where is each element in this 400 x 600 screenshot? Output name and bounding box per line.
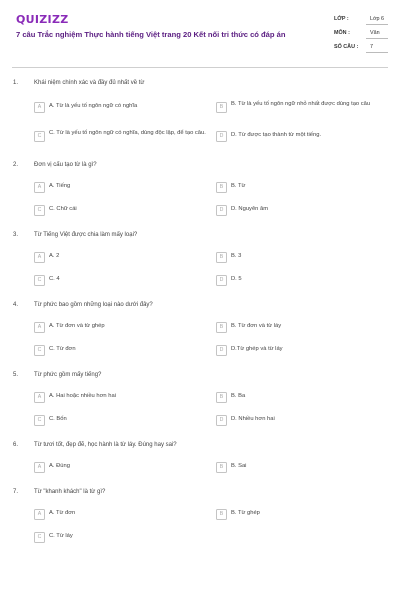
meta-label: SỐ CÂU : xyxy=(334,44,359,50)
option-letter-box: B xyxy=(216,252,227,263)
option-letter-box: A xyxy=(34,102,45,113)
option-text: C. Bốn xyxy=(49,416,67,422)
meta-label: MÔN : xyxy=(334,30,350,36)
option-letter-box: D xyxy=(216,345,227,356)
option-text: C. Từ là yếu tố ngôn ngữ có nghĩa, dùng độc lập, để tạo câu. xyxy=(49,130,206,136)
meta-value: 7 xyxy=(370,44,373,50)
option-letter-box: C xyxy=(34,275,45,286)
question-number: 6. xyxy=(13,442,19,448)
question-text: Khái niệm chính xác và đầy đủ nhất về từ xyxy=(34,80,145,86)
question-text: Từ "khanh khách" là từ gì? xyxy=(34,489,106,495)
option-letter-box: A xyxy=(34,182,45,193)
option-letter-box: C xyxy=(34,131,45,142)
meta-underline xyxy=(366,24,388,25)
option-letter-box: D xyxy=(216,131,227,142)
option-text: A. Từ là yếu tố ngôn ngữ có nghĩa xyxy=(49,103,138,109)
option-text: A. Tiếng xyxy=(49,183,71,189)
question-text: Đơn vị cấu tạo từ là gì? xyxy=(34,162,97,168)
question-text: Từ phức bao gồm những loại nào dưới đây? xyxy=(34,302,153,308)
option-letter-box: C xyxy=(34,345,45,356)
option-text: A. Đúng xyxy=(49,463,70,469)
option-letter-box: C xyxy=(34,532,45,543)
option-letter-box: B xyxy=(216,392,227,403)
option-text: D.Từ ghép và từ láy xyxy=(231,346,283,352)
option-text: B. 3 xyxy=(231,253,242,259)
option-text: C. Từ láy xyxy=(49,533,73,539)
meta-subject-row xyxy=(334,27,388,41)
option-letter-box: A xyxy=(34,509,45,520)
option-text: D. Nhiều hơn hai xyxy=(231,416,275,422)
option-letter-box: D xyxy=(216,275,227,286)
option-letter-box: B xyxy=(216,102,227,113)
option-letter-box: B xyxy=(216,509,227,520)
question-text: Từ Tiếng Việt được chia làm mấy loại? xyxy=(34,232,138,238)
question-text: Từ tươi tốt, đẹp đẽ, học hành là từ láy. Đúng hay sai? xyxy=(34,442,177,448)
option-letter-box: A xyxy=(34,392,45,403)
option-letter-box: A xyxy=(34,322,45,333)
option-text: B. Từ ghép xyxy=(231,510,260,516)
option-letter-box: D xyxy=(216,415,227,426)
header-divider xyxy=(12,67,388,68)
option-text: B. Ba xyxy=(231,393,246,399)
option-text: A. 2 xyxy=(49,253,60,259)
meta-label: LỚP : xyxy=(334,16,349,22)
option-text: B. Từ xyxy=(231,183,246,189)
option-letter-box: B xyxy=(216,182,227,193)
question-number: 7. xyxy=(13,489,19,495)
option-text: B. Sai xyxy=(231,463,247,469)
option-letter-box: B xyxy=(216,322,227,333)
option-text: D. 5 xyxy=(231,276,242,282)
option-letter-box: A xyxy=(34,462,45,473)
option-letter-box: C xyxy=(34,205,45,216)
question-number: 3. xyxy=(13,232,19,238)
option-text: A. Từ đơn và từ ghép xyxy=(49,323,105,329)
option-text: C. 4 xyxy=(49,276,60,282)
option-text: A. Hai hoặc nhiều hơn hai xyxy=(49,393,116,399)
meta-underline xyxy=(366,52,388,53)
question-number: 1. xyxy=(13,80,19,86)
question-number: 4. xyxy=(13,302,19,308)
option-text: C. Từ đơn xyxy=(49,346,76,352)
question-number: 5. xyxy=(13,372,19,378)
meta-value: Lớp 6 xyxy=(370,16,385,22)
meta-count-row xyxy=(334,41,388,55)
option-letter-box: B xyxy=(216,462,227,473)
meta-underline xyxy=(366,38,388,39)
question-text: Từ phức gồm mấy tiếng? xyxy=(34,372,102,378)
quizizz-logo: QUIZIZZ xyxy=(16,13,69,26)
option-text: D. Nguyên âm xyxy=(231,206,269,212)
option-text: A. Từ đơn xyxy=(49,510,76,516)
option-text: B. Từ là yếu tố ngôn ngữ nhỏ nhất được dùng tạo câu xyxy=(231,101,371,107)
option-letter-box: A xyxy=(34,252,45,263)
option-letter-box: D xyxy=(216,205,227,216)
option-text: B. Từ đơn và từ láy xyxy=(231,323,282,329)
question-number: 2. xyxy=(13,162,19,168)
option-text: C. Chữ cái xyxy=(49,206,77,212)
meta-class-row xyxy=(334,13,388,27)
worksheet-title: 7 câu Trắc nghiệm Thực hành tiếng Việt trang 20 Kết nối tri thức có đáp án xyxy=(16,30,286,39)
worksheet-meta xyxy=(334,13,388,55)
option-text: D. Từ được tạo thành từ một tiếng. xyxy=(231,132,322,138)
option-letter-box: C xyxy=(34,415,45,426)
meta-value: Văn xyxy=(370,30,380,36)
